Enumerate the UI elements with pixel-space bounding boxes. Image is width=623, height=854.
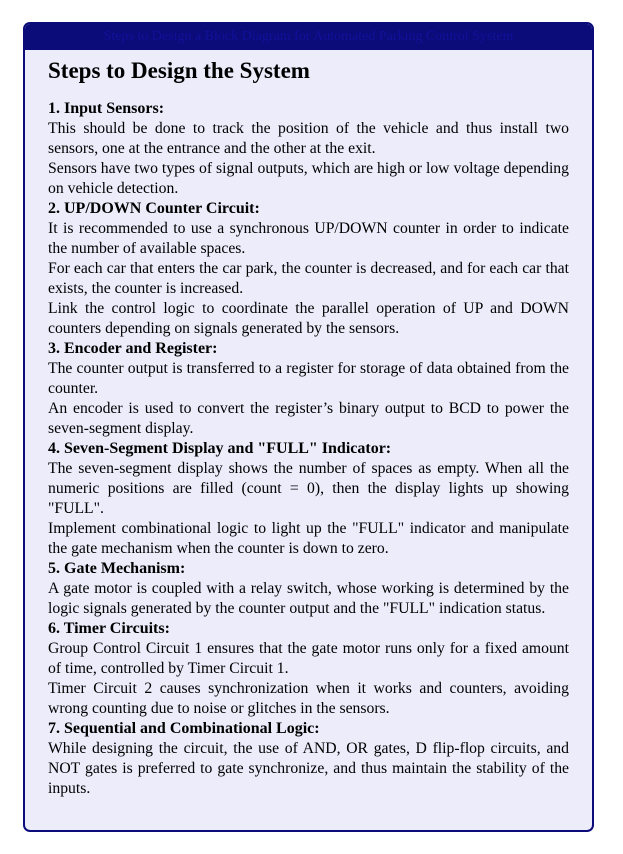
- content-box: [23, 22, 594, 832]
- step-paragraph: The seven-segment display shows the number of spaces as empty. When all the numeric positions are filled (count = 0), then the display lights up showing "FULL".: [48, 460, 569, 517]
- box-header: Steps to Design a Block Diagram for Automated Parking Control System: [25, 24, 592, 50]
- step-paragraph: Group Control Circuit 1 ensures that the gate motor runs only for a fixed amount of time, controlled by Timer Circuit 1.: [48, 640, 569, 677]
- step-paragraph: This should be done to track the position of the vehicle and thus install two sensors, one at the entrance and the other at the exit.: [48, 120, 569, 157]
- step-paragraph: Timer Circuit 2 causes synchronization when it works and counters, avoiding wrong counting due to noise or glitches in the sensors.: [48, 680, 569, 717]
- step-paragraph: The counter output is transferred to a register for storage of data obtained from the counter.: [48, 360, 569, 397]
- step-heading: 3. Encoder and Register:: [48, 340, 218, 357]
- step-heading: 1. Input Sensors:: [48, 100, 165, 117]
- step-heading: 5. Gate Mechanism:: [48, 560, 186, 577]
- step-input-sensors: [48, 99, 569, 199]
- step-counter-circuit: [48, 199, 569, 339]
- step-paragraph: An encoder is used to convert the register’s binary output to BCD to power the seven-segment display.: [48, 400, 569, 437]
- step-paragraph: Link the control logic to coordinate the parallel operation of UP and DOWN counters depending on signals generated by the sensors.: [48, 300, 569, 337]
- step-heading: 7. Sequential and Combinational Logic:: [48, 720, 320, 737]
- box-body: [25, 50, 592, 799]
- step-paragraph: A gate motor is coupled with a relay switch, whose working is determined by the logic signals generated by the counter output and the "FULL" indication status.: [48, 580, 569, 617]
- step-paragraph: It is recommended to use a synchronous UP/DOWN counter in order to indicate the number of available spaces.: [48, 220, 569, 257]
- step-paragraph: Sensors have two types of signal outputs, which are high or low voltage depending on vehicle detection.: [48, 160, 569, 197]
- step-heading: 6. Timer Circuits:: [48, 620, 170, 637]
- step-paragraph: While designing the circuit, the use of AND, OR gates, D flip-flop circuits, and NOT gates is preferred to gate synchronize, and thus maintain the stability of the inputs.: [48, 740, 569, 797]
- step-timer-circuits: [48, 619, 569, 719]
- step-heading: 2. UP/DOWN Counter Circuit:: [48, 200, 260, 217]
- step-paragraph: For each car that enters the car park, the counter is decreased, and for each car that exists, the counter is increased.: [48, 260, 569, 297]
- step-gate-mechanism: [48, 559, 569, 619]
- step-paragraph: Implement combinational logic to light up the "FULL" indicator and manipulate the gate mechanism when the counter is down to zero.: [48, 520, 569, 557]
- step-encoder-register: [48, 339, 569, 439]
- step-heading: 4. Seven-Segment Display and "FULL" Indicator:: [48, 440, 392, 457]
- section-title: Steps to Design the System: [48, 58, 310, 83]
- step-display-indicator: [48, 439, 569, 559]
- step-sequential-logic: [48, 719, 569, 799]
